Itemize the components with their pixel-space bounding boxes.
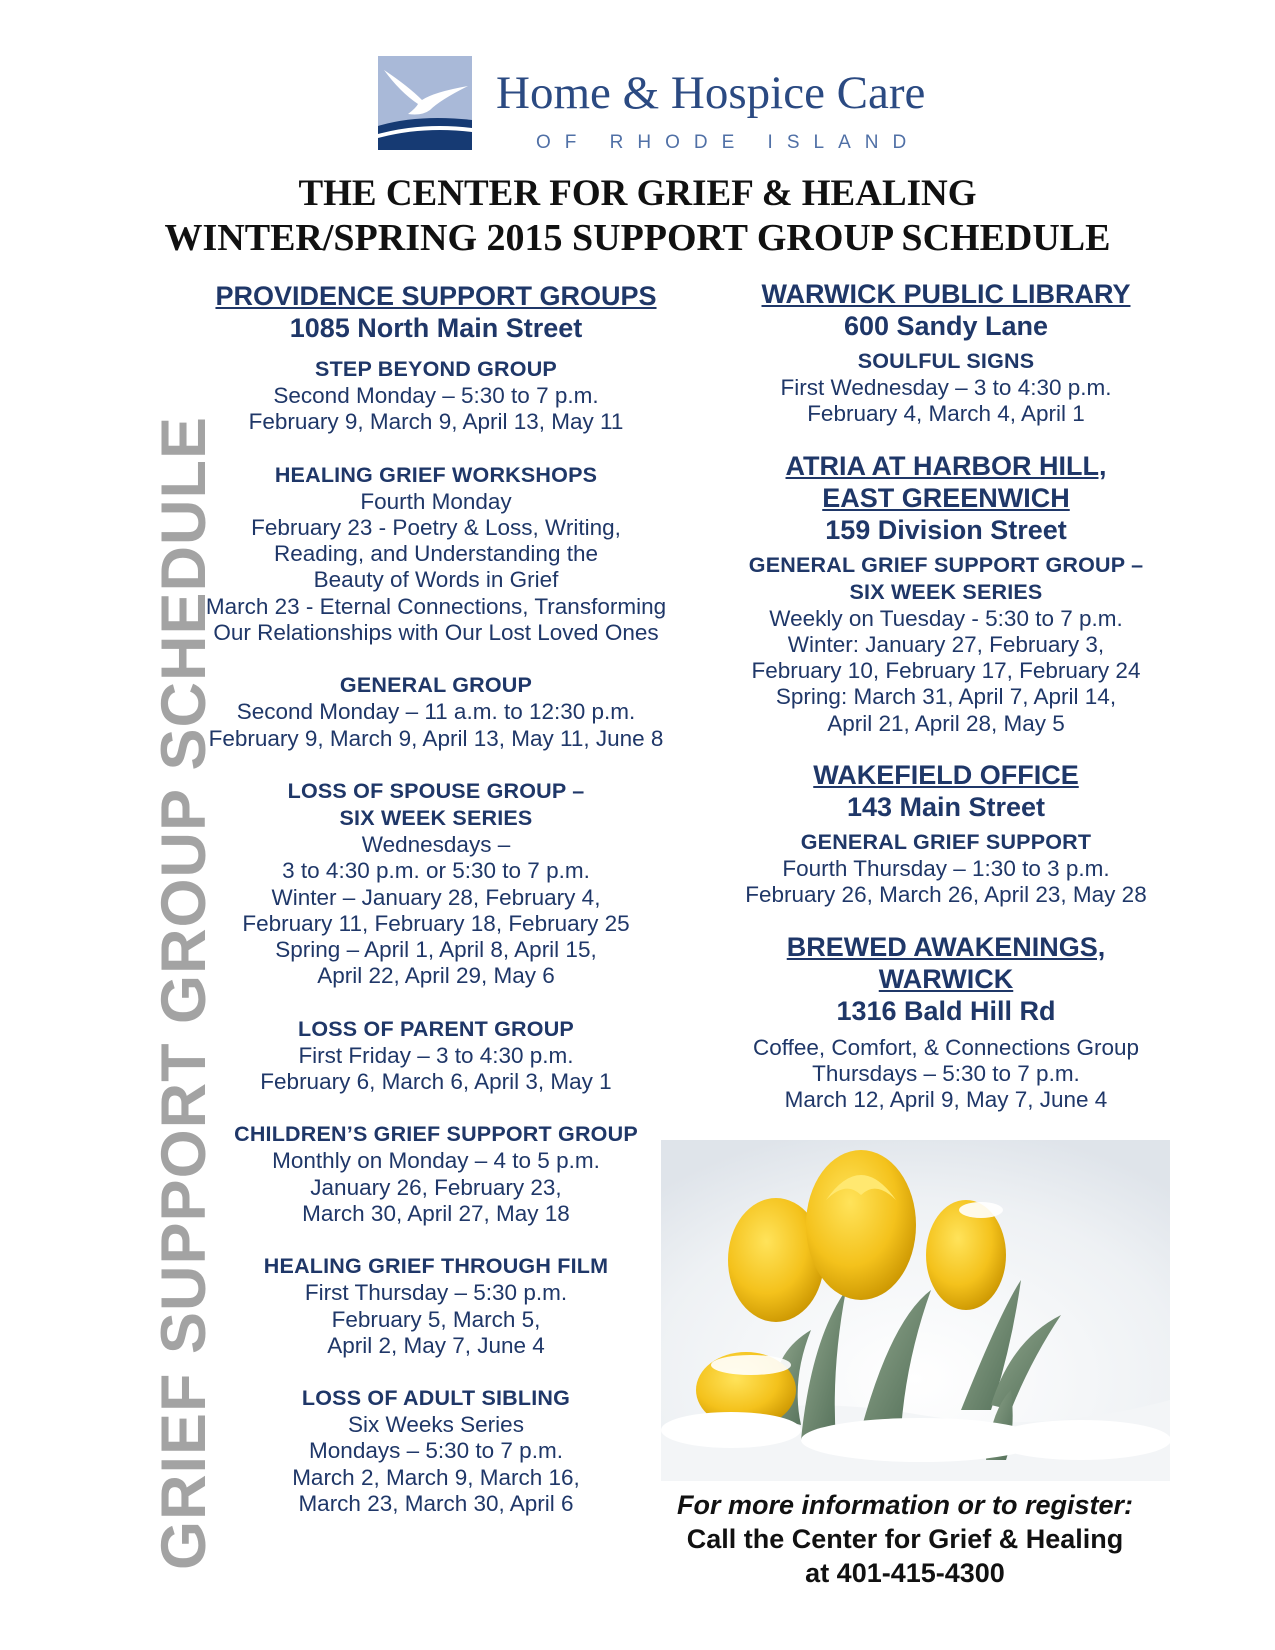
group-title: GENERAL GRIEF SUPPORT GROUP – SIX WEEK SERIES	[748, 552, 1144, 604]
group-title: HEALING GRIEF WORKSHOPS	[274, 462, 598, 487]
venue-brewed-awakenings	[706, 931, 1186, 1114]
venue-atria-harbor-hill	[706, 450, 1186, 737]
group-title: SOULFUL SIGNS	[857, 349, 1035, 373]
group-general	[176, 672, 696, 752]
group-step-beyond	[176, 356, 696, 436]
group-title: HEALING GRIEF THROUGH FILM	[263, 1254, 609, 1279]
providence-column	[176, 280, 696, 1517]
group-title: GENERAL GRIEF SUPPORT	[800, 830, 1092, 855]
group-title: STEP BEYOND GROUP	[315, 357, 557, 381]
group-general-grief-six-week	[706, 552, 1186, 737]
organization-name: Home & Hospice Care	[496, 67, 926, 119]
group-detail: Weekly on Tuesday - 5:30 to 7 p.m. Winter: January 27, February 3, February 10, February 17, February 24 Spring: March 31, April 7, April 14, April 21, April 28, May 5	[751, 605, 1141, 736]
venue-address: 159 Division Street	[825, 514, 1067, 545]
group-title: GENERAL GROUP	[339, 673, 533, 698]
group-detail: First Friday – 3 to 4:30 p.m. February 6, March 6, April 3, May 1	[260, 1042, 612, 1095]
group-loss-of-spouse	[176, 778, 696, 990]
group-detail: Monthly on Monday – 4 to 5 p.m. January 26, February 23, March 30, April 27, May 18	[272, 1148, 600, 1226]
venue-name: WARWICK PUBLIC LIBRARY	[761, 279, 1131, 309]
contact-center: Call the Center for Grief & Healing	[686, 1524, 1124, 1554]
group-adult-sibling	[176, 1385, 696, 1517]
dove-icon	[378, 56, 472, 150]
group-general-grief-support	[706, 829, 1186, 909]
venue-address: 600 Sandy Lane	[843, 311, 1049, 341]
venue-name: WAKEFIELD OFFICE	[813, 760, 1079, 791]
group-detail: First Thursday – 5:30 p.m. February 5, March 5, April 2, May 7, June 4	[304, 1280, 568, 1358]
venue-address: 1316 Bald Hill Rd	[836, 995, 1056, 1026]
venue-address: 143 Main Street	[846, 792, 1046, 823]
contact-prompt: For more information or to register:	[676, 1490, 1134, 1520]
venue-name: ATRIA AT HARBOR HILL, EAST GREENWICH	[785, 450, 1107, 513]
group-detail: Second Monday – 5:30 to 7 p.m. February 9, March 9, April 13, May 11	[248, 383, 624, 435]
group-detail: Six Weeks Series Mondays – 5:30 to 7 p.m. March 2, March 9, March 16, March 23, March 30, April 6	[292, 1412, 580, 1517]
group-through-film	[176, 1253, 696, 1359]
group-detail: Fourth Thursday – 1:30 to 3 p.m. February 26, March 26, April 23, May 28	[745, 856, 1147, 908]
venue-wakefield-office	[706, 759, 1186, 909]
group-soulful-signs	[706, 348, 1186, 428]
venue-warwick-library	[706, 278, 1186, 428]
group-title: LOSS OF SPOUSE GROUP – SIX WEEK SERIES	[287, 778, 585, 830]
group-loss-of-parent	[176, 1016, 696, 1096]
group-detail: Second Monday – 11 a.m. to 12:30 p.m. February 9, March 9, April 13, May 11, June 8	[208, 699, 664, 751]
tulips-in-snow-photo	[661, 1140, 1170, 1481]
venue-address: 1085 North Main Street	[289, 313, 583, 343]
organization-logo	[378, 56, 958, 156]
contact-info	[640, 1488, 1170, 1590]
side-label: GRIEF SUPPORT GROUP SCHEDULE	[149, 416, 219, 1570]
group-childrens-grief	[176, 1121, 696, 1227]
schedule-title: WINTER/SPRING 2015 SUPPORT GROUP SCHEDULE	[164, 217, 1111, 259]
group-detail: Fourth Monday February 23 - Poetry & Loss, Writing, Reading, and Understanding the Beauty of Words in Grief March 23 - Eternal Connections, Transforming Our Relationships with Our Lost Loved Ones	[205, 488, 667, 646]
group-healing-workshops	[176, 462, 696, 647]
venue-name: PROVIDENCE SUPPORT GROUPS	[215, 281, 657, 311]
group-detail: Coffee, Comfort, & Connections Group Thursdays – 5:30 to 7 p.m. March 12, April 9, May 7, June 4	[752, 1034, 1140, 1113]
contact-phone: at 401-415-4300	[805, 1558, 1005, 1588]
group-coffee-comfort	[706, 1035, 1186, 1114]
center-title: THE CENTER FOR GRIEF & HEALING	[298, 173, 977, 214]
group-title: LOSS OF PARENT GROUP	[298, 1016, 574, 1041]
group-detail: First Wednesday – 3 to 4:30 p.m. February 4, March 4, April 1	[780, 375, 1112, 427]
organization-subtitle: OF RHODE ISLAND	[536, 132, 921, 153]
group-detail: Wednesdays – 3 to 4:30 p.m. or 5:30 to 7 p.m. Winter – January 28, February 4, February 11, February 18, February 25 Spring – April 1, April 8, April 15, April 22, April 29, May 6	[242, 831, 630, 989]
group-title: CHILDREN’S GRIEF SUPPORT GROUP	[234, 1122, 638, 1147]
group-title: LOSS OF ADULT SIBLING	[301, 1386, 571, 1411]
venue-name: BREWED AWAKENINGS, WARWICK	[786, 931, 1106, 994]
other-locations-column	[706, 278, 1186, 1114]
